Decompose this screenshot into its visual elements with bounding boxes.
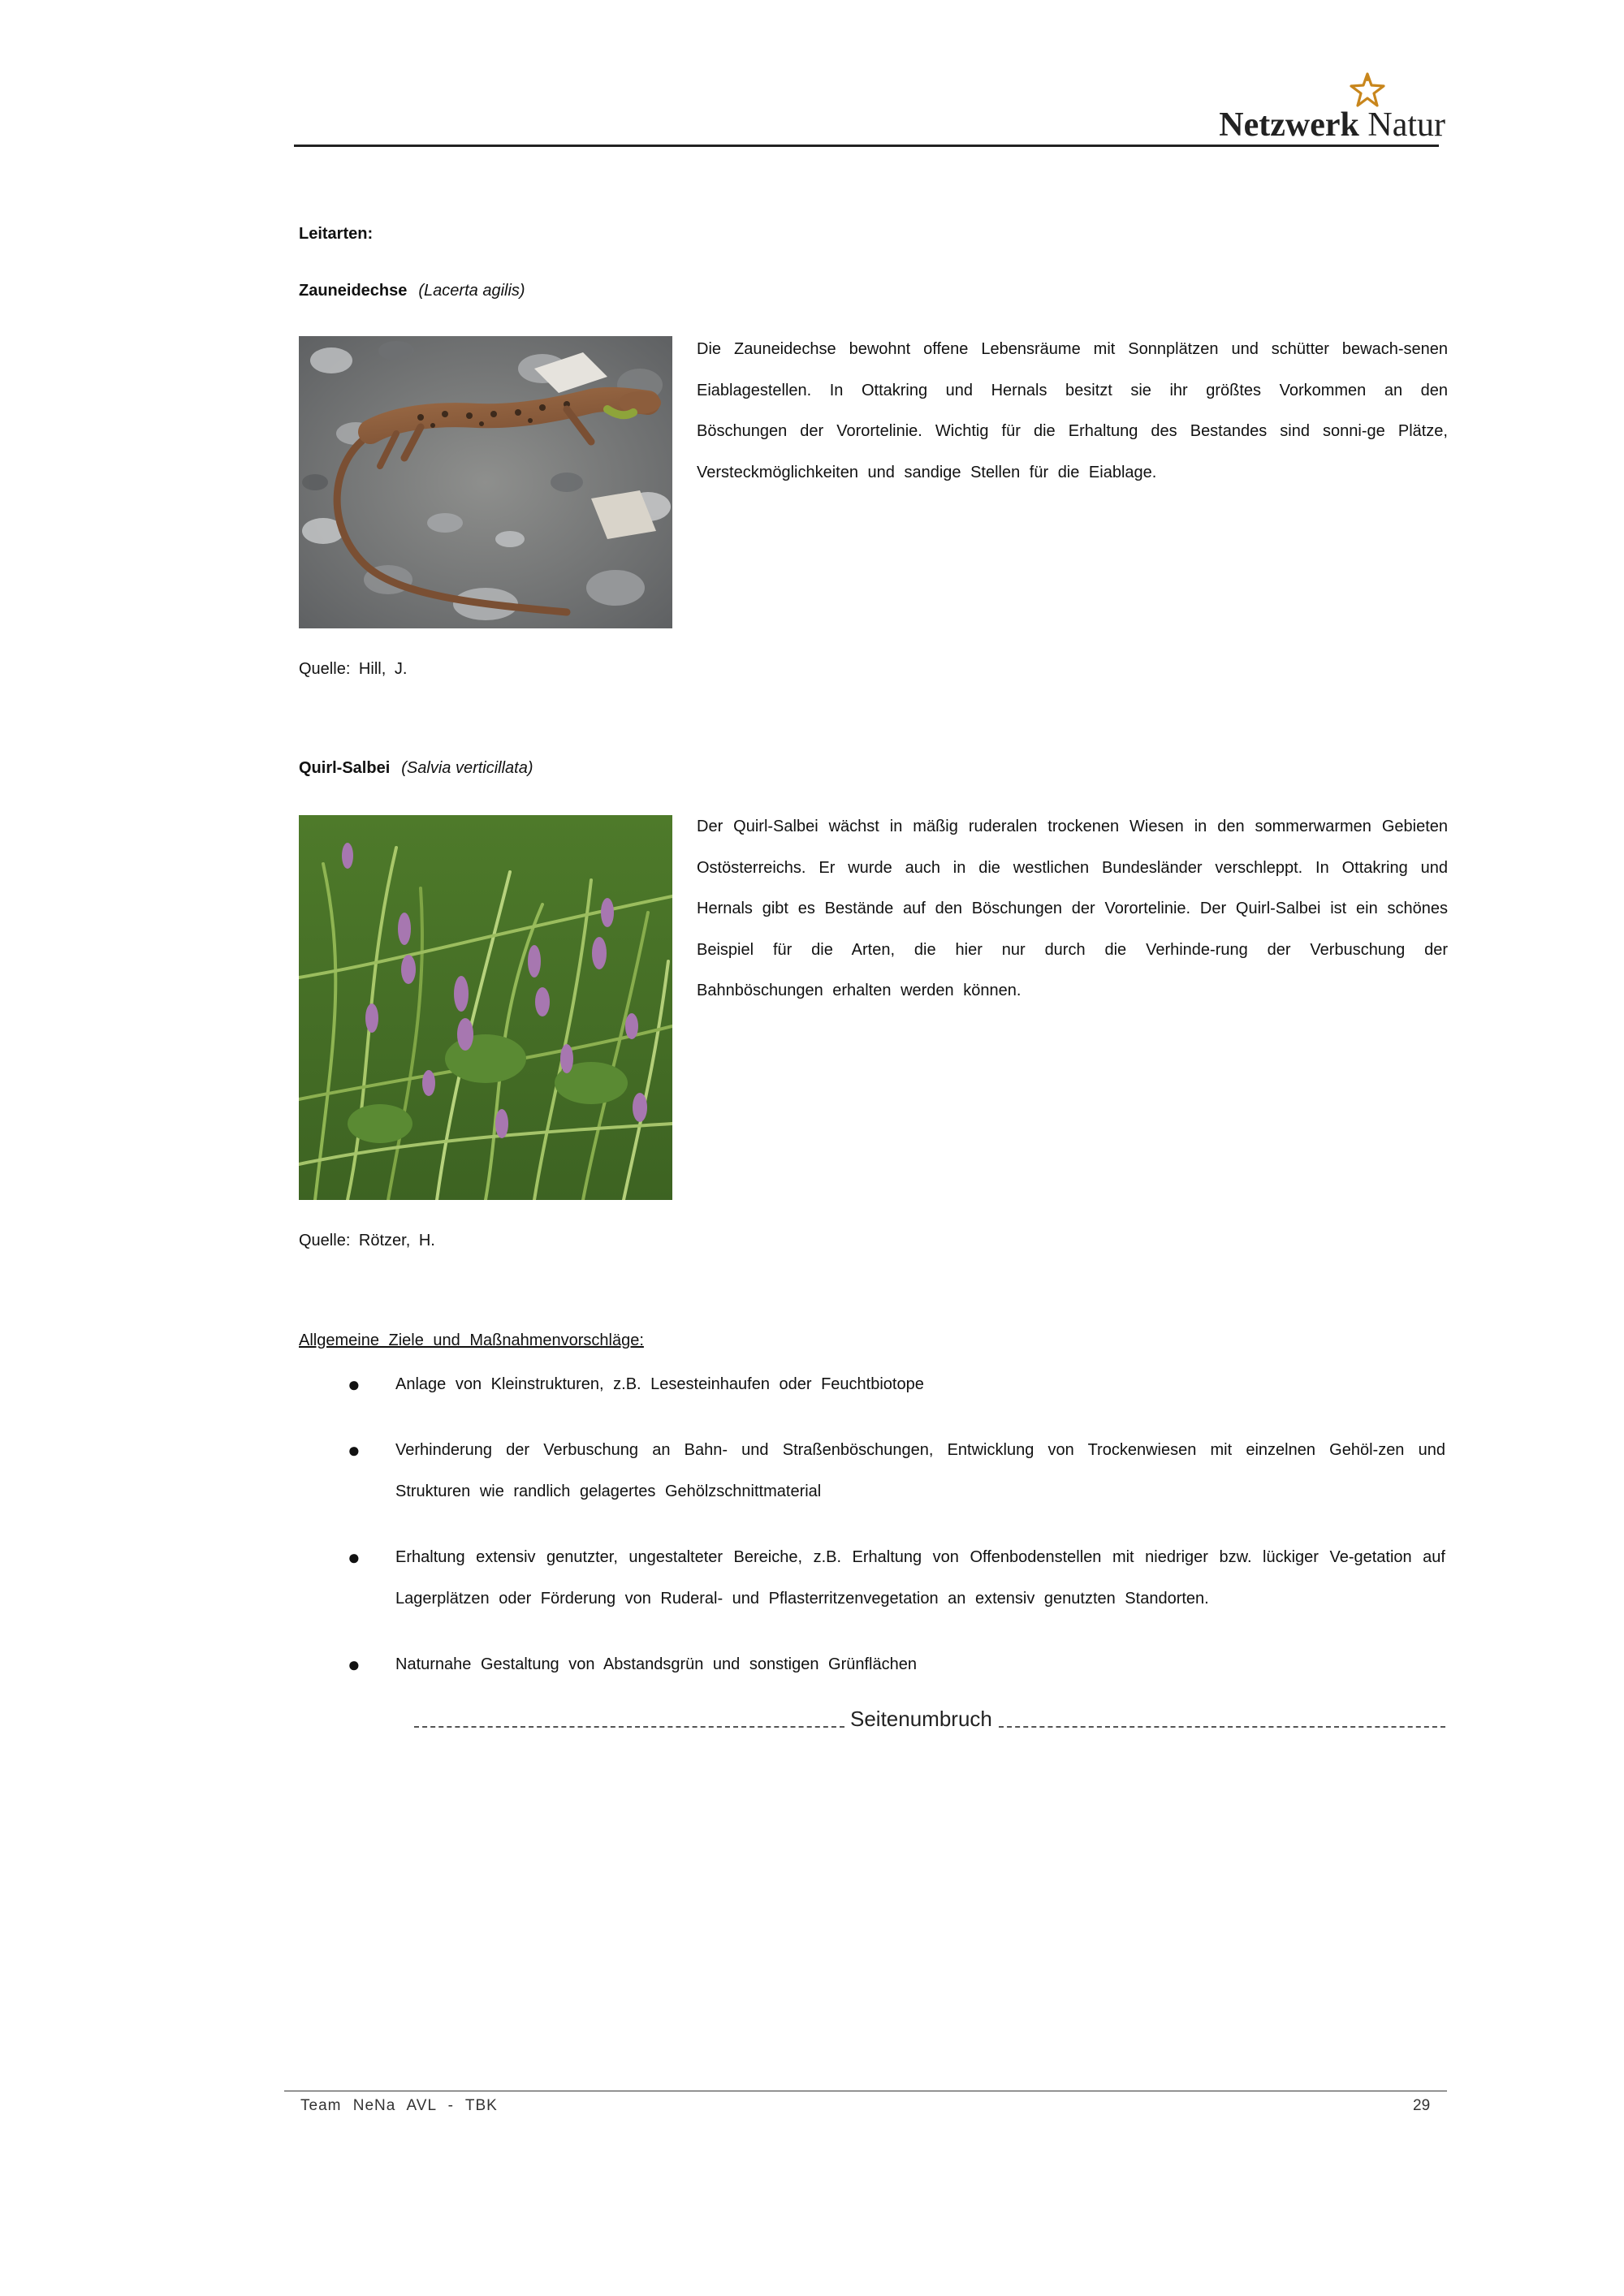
goal-item: ● Erhaltung extensiv genutzter, ungestalteter Bereiche, z.B. Erhaltung von Offenbodenstellen mit niedriger bzw. lückiger Ve-getation auf Lagerplätzen oder Förderung von Ruderal- und Pflasterritzenvegetation an extensiv genutzten Standorten. xyxy=(341,1537,1445,1620)
page-break-line-left xyxy=(414,1726,844,1728)
logo-wordmark: Netzwerk Natur xyxy=(1219,106,1445,144)
goal-item: ● Anlage von Kleinstrukturen, z.B. Lesesteinhaufen oder Feuchtbiotope xyxy=(341,1364,1445,1405)
species-title-quirl-salbei: Quirl-Salbei (Salvia verticillata) xyxy=(299,759,533,777)
header-rule xyxy=(294,145,1439,147)
species-title-zauneidechse: Zauneidechse (Lacerta agilis) xyxy=(299,282,525,300)
netzwerk-natur-logo xyxy=(1202,71,1445,145)
photo-source-zauneidechse: Quelle: Hill, J. xyxy=(299,660,408,678)
bullet-icon: ● xyxy=(348,1652,361,1677)
bullet-icon: ● xyxy=(348,1545,361,1569)
footer-team-label: Team NeNa AVL - TBK xyxy=(300,2097,498,2114)
page-break-label: Seitenumbruch xyxy=(850,1707,992,1731)
lizard-photo xyxy=(299,336,672,628)
species-description-zauneidechse: Die Zauneidechse bewohnt offene Lebensräume mit Sonnplätzen und schütter bewach-senen Eiablagestellen. In Ottakring und Hernals besitzt sie ihr größtes Vorkommen an den Böschungen der Vorortelinie. Wichtig für die Erhaltung des Bestandes sind sonni-ge Plätze, Versteckmöglichkeiten und sandige Stellen für die Eiablage. xyxy=(697,340,1448,481)
bullet-icon: ● xyxy=(348,1438,361,1462)
goal-item: ● Verhinderung der Verbuschung an Bahn- und Straßenböschungen, Entwicklung von Trockenwiesen mit einzelnen Gehöl-zen und Strukturen wie randlich gelagertes Gehölzschnittmaterial xyxy=(341,1430,1445,1513)
species-description-quirl-salbei: Der Quirl-Salbei wächst in mäßig ruderalen trockenen Wiesen in den sommerwarmen Gebieten Ostösterreichs. Er wurde auch in die westlichen Bundesländer verschleppt. In Ottakring und Hernals gibt es Bestände auf den Böschungen der Vorortelinie. Der Quirl-Salbei ist ein schönes Beispiel für die Arten, die hier nur durch die Verhinde-rung der Verbuschung der Bahnböschungen erhalten werden können. xyxy=(697,818,1448,999)
star-figure-icon xyxy=(1346,71,1389,109)
page-break-marker xyxy=(414,1707,1445,1739)
page-break-line-right xyxy=(999,1726,1445,1728)
photo-source-quirl-salbei: Quelle: Rötzer, H. xyxy=(299,1232,435,1249)
goals-list xyxy=(341,1364,1445,1710)
goal-item: ● Naturnahe Gestaltung von Abstandsgrün und sonstigen Grünflächen xyxy=(341,1644,1445,1685)
page-number: 29 xyxy=(1413,2097,1431,2114)
bullet-icon: ● xyxy=(348,1372,361,1396)
goals-heading: Allgemeine Ziele und Maßnahmenvorschläge: xyxy=(299,1331,644,1349)
section-heading: Leitarten: xyxy=(299,225,374,243)
sage-photo xyxy=(299,815,672,1200)
